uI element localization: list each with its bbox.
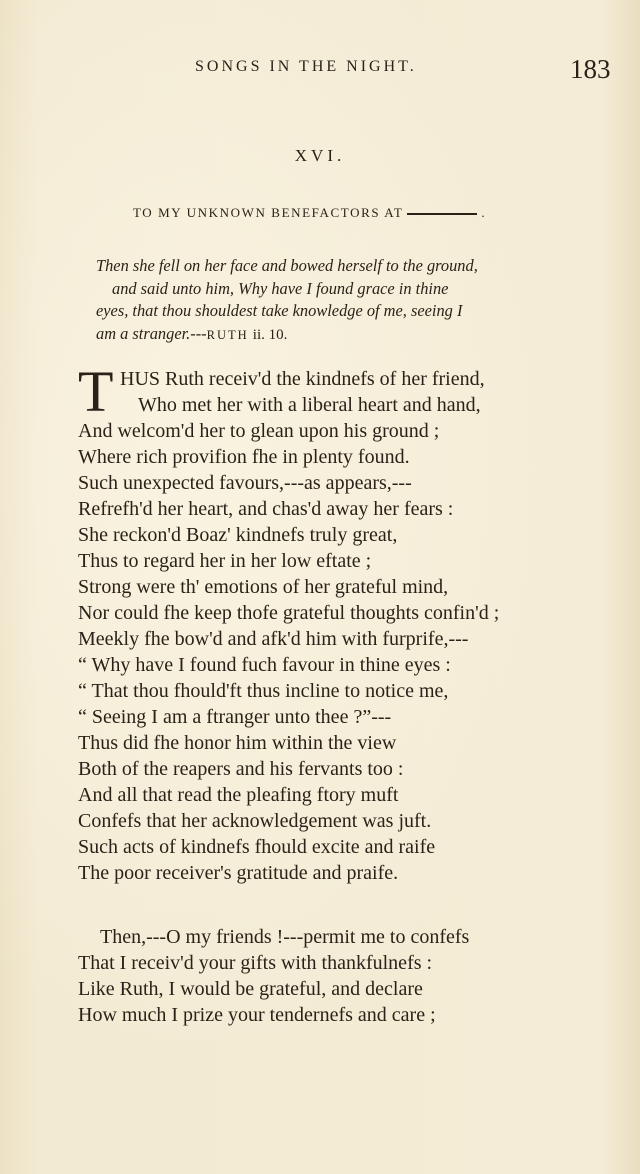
epigraph-line: eyes, that thou shouldest take knowledge of me, seeing I — [96, 301, 463, 320]
epigraph-reference: ii. 10. — [252, 326, 288, 343]
section-number: XVI. — [294, 146, 346, 165]
poem-stanza-1 — [78, 359, 500, 886]
verse-line: Such unexpected favours,---as appears,--- — [78, 472, 412, 494]
verse-line: Where rich provifion fhe in plenty found. — [78, 446, 410, 468]
verse-line: Then,---O my friends !---permit me to confefs — [100, 926, 470, 948]
verse-line: Meekly fhe bow'd and afk'd him with furprife,--- — [78, 628, 469, 650]
verse-line: Who met her with a liberal heart and hand, — [138, 394, 481, 416]
epigraph-last-line — [96, 323, 586, 347]
dedication-text: TO MY UNKNOWN BENEFACTORS AT — [133, 205, 404, 220]
verse-line: Strong were th' emotions of her grateful mind, — [78, 576, 449, 598]
verse-line: How much I prize your tendernefs and care ; — [78, 1004, 436, 1026]
verse-line: Confefs that her acknowledgement was juft. — [78, 810, 432, 832]
verse-line: Like Ruth, I would be grateful, and declare — [78, 978, 423, 1000]
dedication-end-punct: . — [481, 205, 487, 220]
verse-line: That I receiv'd your gifts with thankfulnefs : — [78, 952, 433, 974]
verse-line: “ That thou fhould'ft thus incline to notice me, — [78, 680, 449, 702]
verse-line: The poor receiver's gratitude and praife. — [78, 862, 399, 884]
verse-line: Refrefh'd her heart, and chas'd away her fears : — [78, 498, 454, 520]
verse-line: Such acts of kindnefs fhould excite and raife — [78, 836, 436, 858]
verse-line: HUS Ruth receiv'd the kindnefs of her friend, — [120, 368, 485, 390]
dedication-heading — [133, 205, 486, 221]
epigraph-line: Then she fell on her face and bowed herself to the ground, — [96, 256, 478, 275]
verse-line: “ Seeing I am a ftranger unto thee ?”--- — [78, 706, 392, 728]
page-number: 183 — [570, 54, 611, 84]
epigraph — [96, 255, 586, 346]
verse-line: Both of the reapers and his fervants too : — [78, 758, 404, 780]
verse-line: And all that read the pleafing ftory muft — [78, 784, 399, 806]
drop-cap: T — [78, 359, 114, 424]
epigraph-line: and said unto him, Why have I found grace in thine — [112, 278, 449, 298]
verse-line: And welcom'd her to glean upon his ground ; — [78, 420, 440, 442]
verse-line: “ Why have I found fuch favour in thine eyes : — [78, 654, 451, 676]
epigraph-source: RUTH — [206, 327, 249, 342]
verse-line: Nor could fhe keep thofe grateful thoughts confin'd ; — [78, 602, 500, 624]
dedication-blank-rule — [407, 213, 477, 215]
verse-line: Thus to regard her in her low eftate ; — [78, 550, 372, 572]
poem-stanza-2 — [78, 924, 469, 1028]
epigraph-line-text: am a stranger.--- — [96, 323, 207, 343]
verse-line: She reckon'd Boaz' kindnefs truly great, — [78, 524, 398, 546]
running-head: SONGS IN THE NIGHT. — [195, 58, 417, 75]
verse-line: Thus did fhe honor him within the view — [78, 732, 397, 754]
